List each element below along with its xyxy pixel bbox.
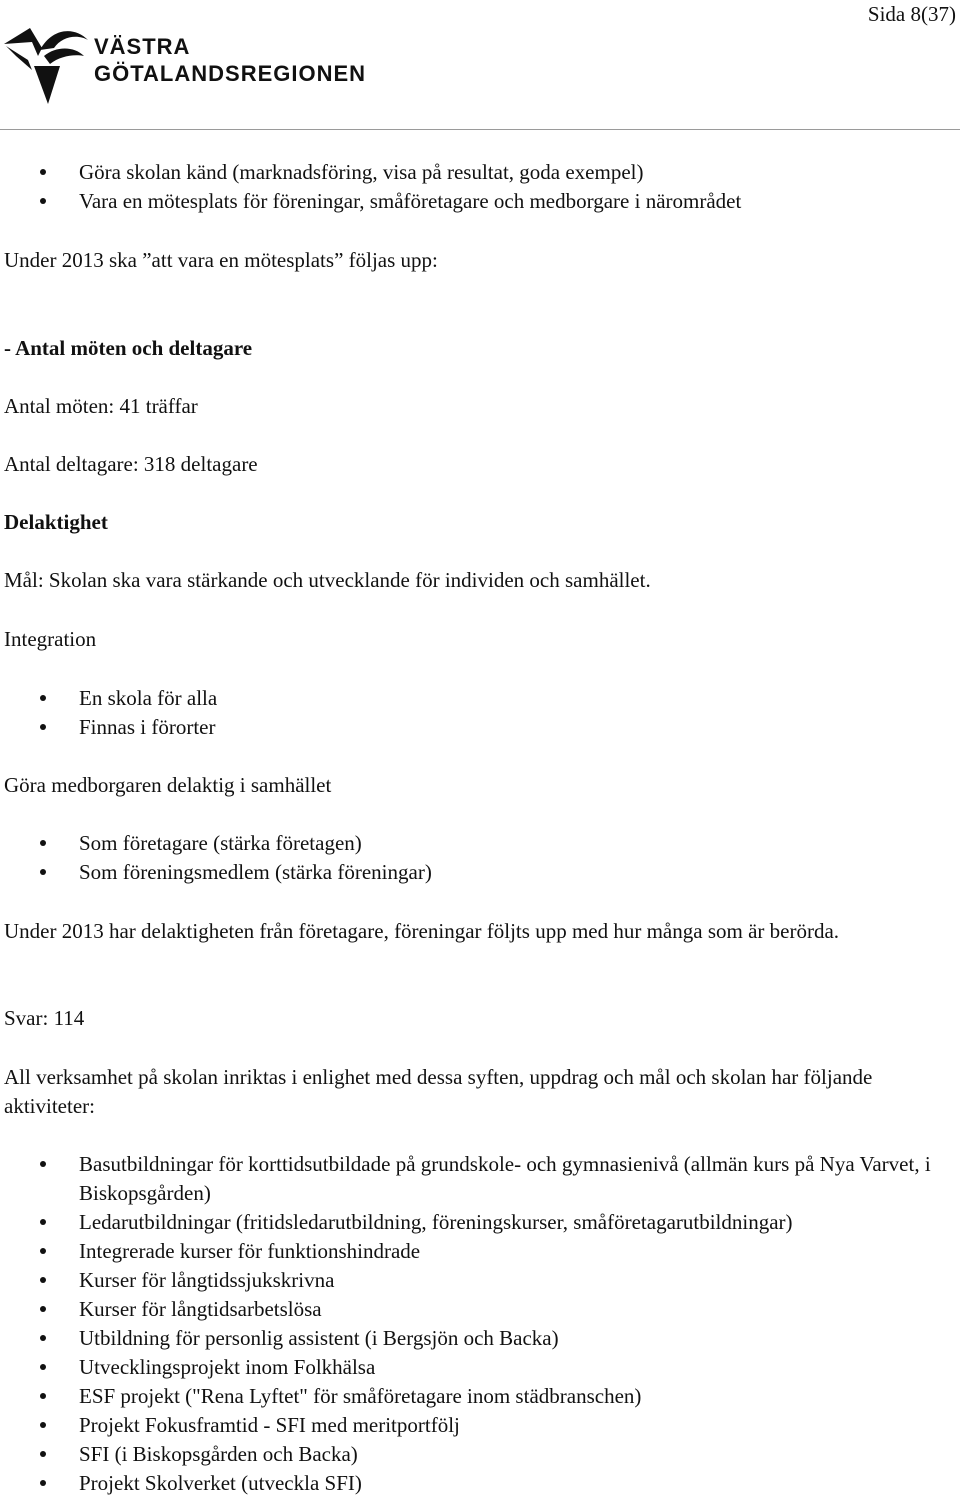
list-item: Kurser för långtidsarbetslösa (0, 1295, 949, 1324)
participants-count: Antal deltagare: 318 deltagare (4, 452, 258, 476)
goal-statement: Mål: Skolan ska vara stärkande och utvecklande för individen och samhället. (4, 568, 651, 592)
activities-intro-paragraph: All verksamhet på skolan inriktas i enlighet med dessa syften, uppdrag och mål och skolan har följande aktiviteter: (4, 1065, 873, 1118)
list-item: Ledarutbildningar (fritidsledarutbildning, föreningskurser, småföretagarutbildningar) (0, 1208, 949, 1237)
list-item: Vara en mötesplats för föreningar, småföretagare och medborgare i närområdet (0, 187, 949, 216)
list-item: Projekt Skolverket (utveckla SFI) (0, 1469, 949, 1498)
list-item: En skola för alla (0, 684, 949, 713)
list-item: Kurser för långtidssjukskrivna (0, 1266, 949, 1295)
participation-list (0, 829, 949, 887)
list-item: Som företagare (stärka företagen) (0, 829, 949, 858)
integration-list (0, 684, 949, 742)
answer-paragraph: Svar: 114 (4, 1006, 85, 1030)
page-number: Sida 8(37) (867, 2, 956, 26)
follow-up-2013-paragraph: Under 2013 har delaktigheten från företagare, föreningar följts upp med hur många som är berörda. (4, 919, 840, 943)
meetings-heading: - Antal möten och deltagare (4, 336, 253, 360)
delaktighet-heading: Delaktighet (4, 510, 108, 534)
list-item: Basutbildningar för korttidsutbildade på grundskole- och gymnasienivå (allmän kurs på Nya Varvet, i Biskopsgården) (0, 1150, 949, 1208)
goals-list (0, 158, 949, 216)
list-item: ESF projekt ("Rena Lyftet" för småföretagare inom städbranschen) (0, 1382, 949, 1411)
meetings-count: Antal möten: 41 träffar (4, 394, 198, 418)
list-item: Utbildning för personlig assistent (i Bergsjön och Backa) (0, 1324, 949, 1353)
list-item: Projekt Fokusframtid - SFI med meritportfölj (0, 1411, 949, 1440)
logo-line2: GÖTALANDSREGIONEN (94, 61, 367, 86)
logo-line1: VÄSTRA (94, 34, 191, 59)
list-item: Finnas i förorter (0, 713, 949, 742)
list-item: SFI (i Biskopsgården och Backa) (0, 1440, 949, 1469)
list-item: Integrerade kurser för funktionshindrade (0, 1237, 949, 1266)
organization-logo (4, 26, 384, 106)
activities-list (0, 1150, 949, 1498)
header-divider (0, 129, 960, 130)
list-item: Göra skolan känd (marknadsföring, visa på resultat, goda exempel) (0, 158, 949, 187)
follow-up-paragraph: Under 2013 ska ”att vara en mötesplats” följas upp: (4, 248, 438, 272)
list-item: Som föreningsmedlem (stärka föreningar) (0, 858, 949, 887)
citizen-participation-paragraph: Göra medborgaren delaktig i samhället (4, 773, 332, 797)
list-item: Utvecklingsprojekt inom Folkhälsa (0, 1353, 949, 1382)
integration-label: Integration (4, 627, 97, 651)
